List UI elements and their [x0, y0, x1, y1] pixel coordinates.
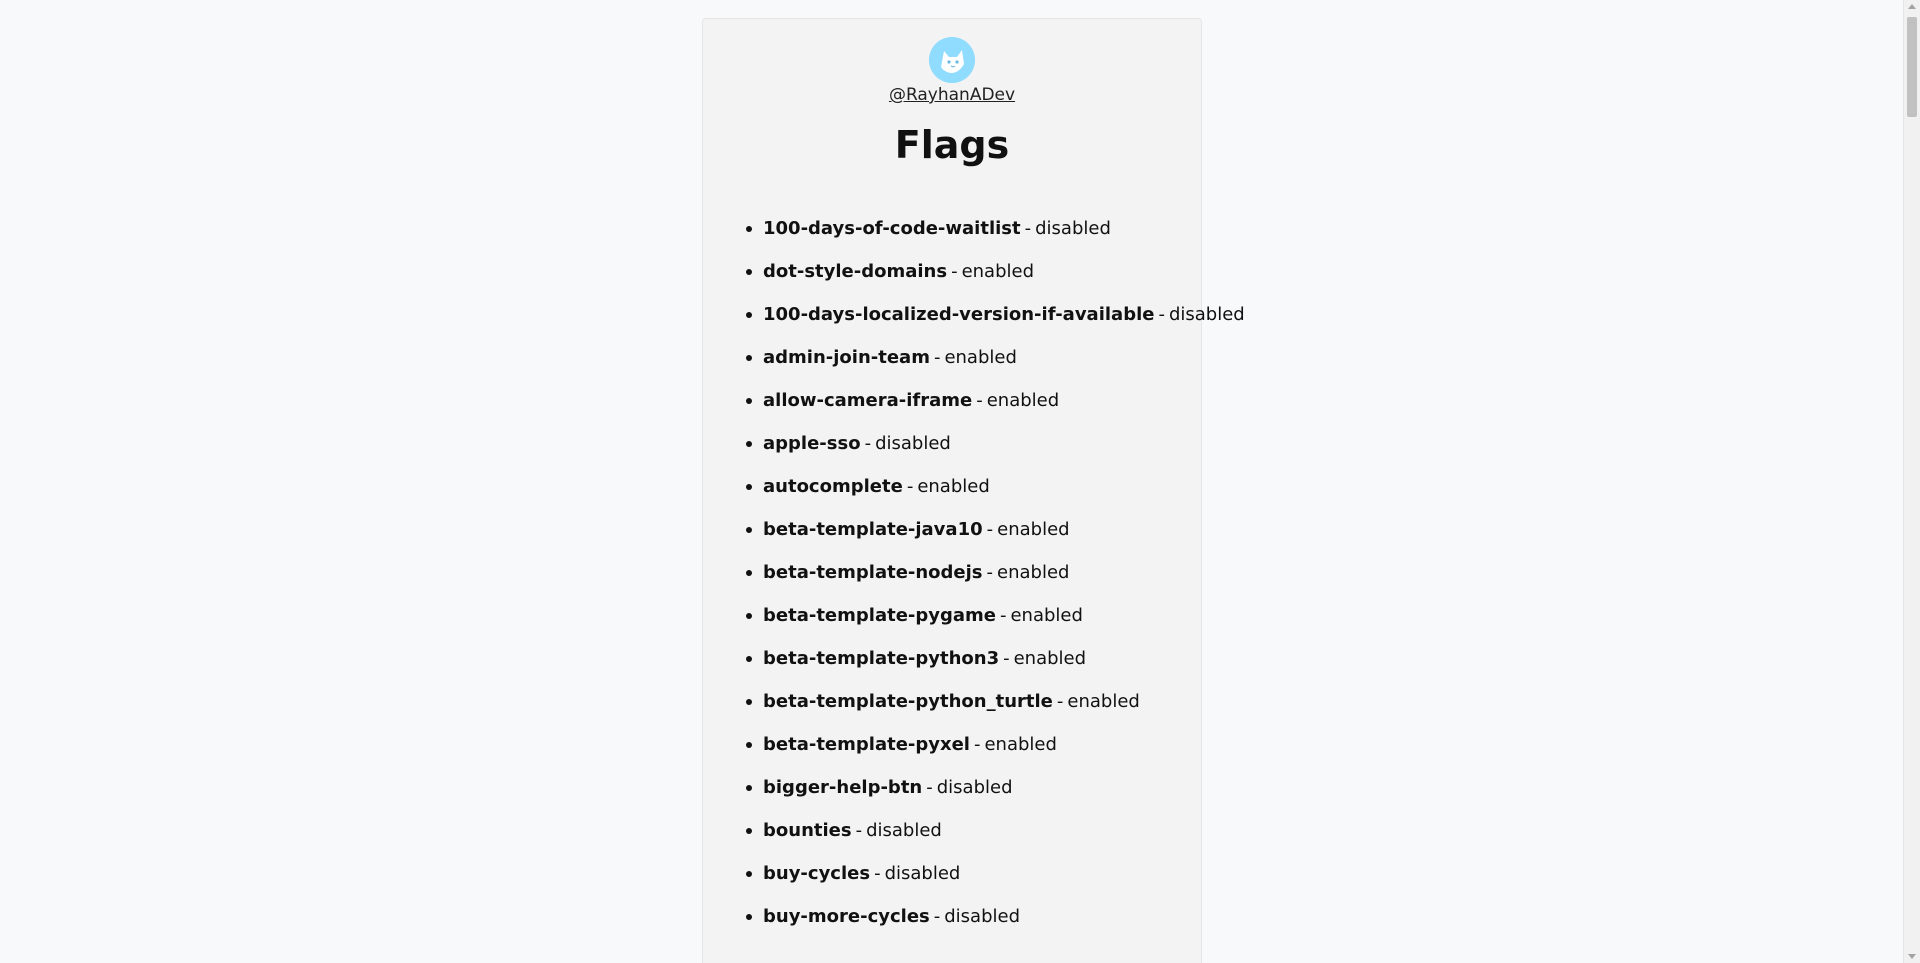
flag-separator: - — [973, 734, 981, 755]
flag-name: admin-join-team — [763, 347, 930, 368]
flag-name: beta-template-java10 — [763, 519, 983, 540]
flag-name: buy-cycles — [763, 863, 871, 884]
flag-status: disabled — [884, 863, 961, 884]
flag-separator: - — [1158, 304, 1165, 325]
scroll-down-arrow-icon[interactable] — [1908, 954, 1916, 959]
flag-status: disabled — [1168, 304, 1245, 325]
flag-item — [746, 518, 1201, 561]
bullet-icon — [746, 226, 752, 232]
flag-status: enabled — [917, 476, 990, 497]
flag-name: beta-template-pygame — [763, 605, 996, 626]
flag-name: apple-sso — [763, 433, 861, 454]
flag-separator: - — [864, 433, 872, 454]
username-link[interactable]: @RayhanADev — [888, 85, 1016, 105]
flag-separator: - — [986, 519, 994, 540]
flag-status: disabled — [936, 777, 1013, 798]
flag-status: enabled — [986, 390, 1060, 411]
flag-separator: - — [1056, 691, 1064, 712]
bullet-icon — [746, 613, 752, 619]
flag-separator: - — [933, 347, 941, 368]
flag-status: disabled — [1035, 218, 1111, 239]
bullet-icon — [746, 312, 752, 318]
bullet-icon — [746, 484, 752, 490]
flag-status: disabled — [875, 433, 951, 454]
flag-item — [746, 905, 1201, 948]
vertical-scrollbar[interactable] — [1903, 0, 1920, 963]
flag-item — [746, 432, 1201, 475]
bullet-icon — [746, 570, 752, 576]
flag-separator: - — [986, 562, 994, 583]
flag-status: enabled — [984, 734, 1057, 755]
flag-item — [746, 260, 1201, 303]
flag-item — [746, 647, 1201, 690]
flag-name: buy-more-cycles — [763, 906, 930, 927]
flag-separator: - — [926, 777, 933, 798]
flag-status: enabled — [997, 519, 1070, 540]
flag-name: beta-template-python3 — [763, 648, 1000, 669]
flag-name: beta-template-pyxel — [763, 734, 970, 755]
flag-separator: - — [1024, 218, 1032, 239]
flag-name: 100-days-of-code-waitlist — [763, 218, 1021, 239]
flag-separator: - — [976, 390, 983, 411]
cat-avatar-icon[interactable] — [929, 37, 975, 83]
flag-name: allow-camera-iframe — [763, 390, 973, 411]
bullet-icon — [746, 871, 752, 877]
flag-item — [746, 475, 1201, 518]
flag-status: disabled — [866, 820, 942, 841]
flag-separator: - — [999, 605, 1007, 626]
bullet-icon — [746, 699, 752, 705]
flag-separator: - — [933, 906, 941, 927]
profile-header — [703, 19, 1201, 105]
bullet-icon — [746, 742, 752, 748]
scroll-thumb[interactable] — [1907, 17, 1917, 117]
flag-separator: - — [874, 863, 881, 884]
flag-item — [746, 733, 1201, 776]
flag-item — [746, 217, 1201, 260]
flag-name: autocomplete — [763, 476, 903, 497]
flag-status: enabled — [944, 347, 1017, 368]
flag-status: enabled — [997, 562, 1070, 583]
bullet-icon — [746, 914, 752, 920]
flag-name: bigger-help-btn — [763, 777, 923, 798]
flag-name: bounties — [763, 820, 852, 841]
flag-status: enabled — [1010, 605, 1083, 626]
flag-name: 100-days-localized-version-if-available — [763, 304, 1155, 325]
flag-name: beta-template-python_turtle — [763, 691, 1053, 712]
flag-item — [746, 690, 1201, 733]
flag-separator: - — [951, 261, 958, 282]
flag-status: enabled — [1067, 691, 1140, 712]
flag-item — [746, 604, 1201, 647]
flag-separator: - — [1003, 648, 1010, 669]
flag-status: enabled — [961, 261, 1035, 282]
flag-status: disabled — [944, 906, 1021, 927]
flag-separator: - — [906, 476, 914, 497]
flag-name: dot-style-domains — [763, 261, 948, 282]
flag-item — [746, 389, 1201, 432]
bullet-icon — [746, 269, 752, 275]
bullet-icon — [746, 441, 752, 447]
flag-item — [746, 819, 1201, 862]
scroll-up-arrow-icon[interactable] — [1908, 4, 1916, 9]
flag-status: enabled — [1013, 648, 1087, 669]
flags-card — [702, 18, 1245, 963]
bullet-icon — [746, 828, 752, 834]
bullet-icon — [746, 785, 752, 791]
flag-list — [703, 217, 1245, 948]
flag-name: beta-template-nodejs — [763, 562, 983, 583]
flag-item — [746, 862, 1201, 905]
flag-item — [746, 346, 1201, 389]
bullet-icon — [746, 355, 752, 361]
flag-item — [746, 303, 1245, 346]
flag-item — [746, 776, 1201, 819]
bullet-icon — [746, 656, 752, 662]
bullet-icon — [746, 398, 752, 404]
flag-separator: - — [855, 820, 863, 841]
bullet-icon — [746, 527, 752, 533]
flag-item — [746, 561, 1201, 604]
page-title: Flags — [894, 123, 1010, 167]
